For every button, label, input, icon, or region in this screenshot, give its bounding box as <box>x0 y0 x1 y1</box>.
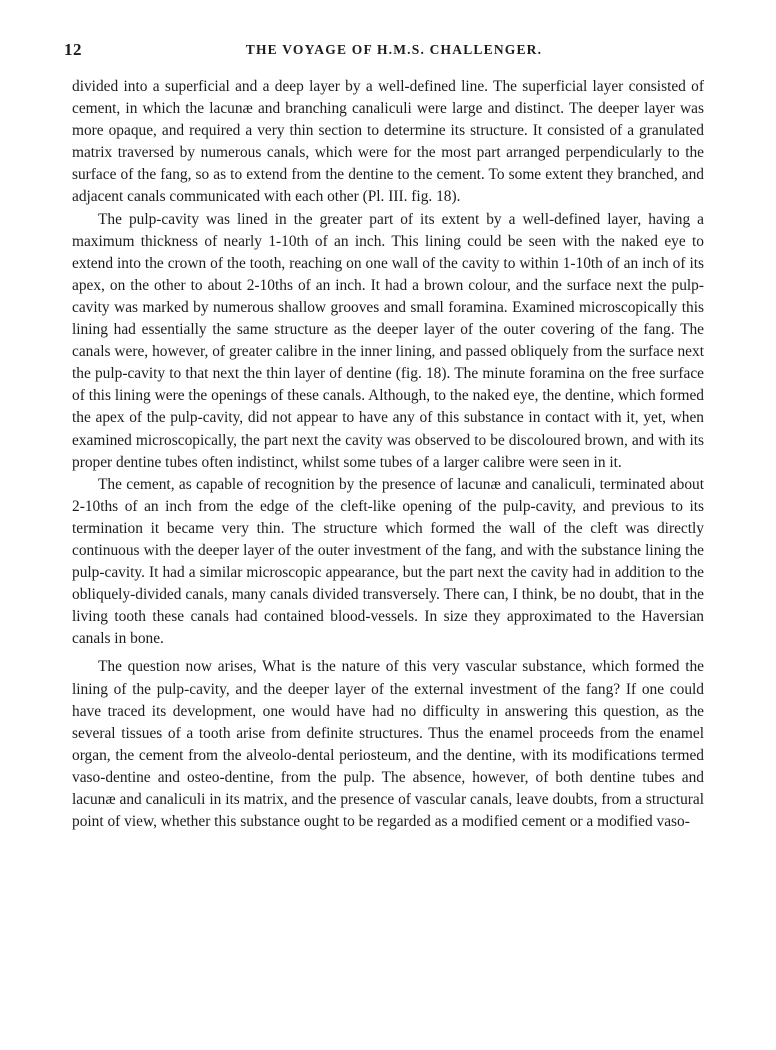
paragraph-continued: divided into a superficial and a deep layer by a well-defined line. The superficial layer consisted of cement, in which the lacunæ and branching canaliculi were large and distinct. The deeper layer was more opaque, and required a very thin section to determine its structure. It consisted of a granulated matrix traversed by numerous canals, which were for the most part arranged perpendicularly to the surface of the fang, so as to extend from the dentine to the cement. To some extent they branched, and adjacent canals communicated with each other (Pl. III. fig. 18). <box>72 78 704 206</box>
paragraph-pulp-cavity: The pulp-cavity was lined in the greater part of its extent by a well-defined layer, having a maximum thickness of nearly 1-10th of an inch. This lining could be seen with the naked eye to extend into the crown of the tooth, reaching on one wall of the cavity to within 1-10th of an inch of its apex, on the other to about 2-10ths of an inch. It had a brown colour, and the surface next the pulp-cavity was marked by numerous shallow grooves and small foramina. Examined microscopically this lining had essentially the same structure as the deeper layer of the outer covering of the fang. The canals were, however, of greater calibre in the inner lining, and passed obliquely from the surface next the pulp-cavity to that next the thin layer of dentine (fig. 18). The minute foramina on the free surface of this lining were the openings of these canals. Although, to the naked eye, the dentine, which formed the apex of the pulp-cavity, did not appear to have any of this substance in contact with it, yet, when examined microscopically, the part next the cavity was observed to be discoloured brown, and with its proper dentine tubes often indistinct, whilst some tubes of a larger calibre were seen in it. <box>72 210 704 471</box>
running-head <box>64 40 704 66</box>
page <box>64 40 704 833</box>
paragraph-question: The question now arises, What is the nature of this very vascular substance, which formed the lining of the pulp-cavity, and the deeper layer of the external investment of the fang? If one could have traced its development, one would have had no difficulty in answering this question, as the several tissues of a tooth arise from definite structures. Thus the enamel proceeds from the enamel organ, the cement from the alveolo-dental periosteum, and the dentine, with its modifications termed vaso-dentine and osteo-dentine, from the pulp. The absence, however, of both dentine tubes and lacunæ and canaliculi in its matrix, and the presence of vascular canals, leave doubts, from a structural point of view, whether this substance ought to be regarded as a modified cement or a modified vaso- <box>72 658 704 831</box>
body-text <box>72 76 704 833</box>
paragraph-cement: The cement, as capable of recognition by the presence of lacunæ and canaliculi, terminated about 2-10ths of an inch from the edge of the cleft-like opening of the pulp-cavity, and previous to its termination it became very thin. The structure which formed the wall of the cleft was directly continuous with the deeper layer of the outer investment of the fang, and with the substance lining the pulp-cavity. It had a similar microscopic appearance, but the part next the cavity had in addition to the obliquely-divided canals, many canals divided transversely. There can, I think, be no doubt, that in the living tooth these canals had contained blood-vessels. In size they approximated to the Haversian canals in bone. <box>72 475 704 648</box>
running-title: THE VOYAGE OF H.M.S. CHALLENGER. <box>245 42 543 57</box>
page-number: 12 <box>64 40 82 59</box>
